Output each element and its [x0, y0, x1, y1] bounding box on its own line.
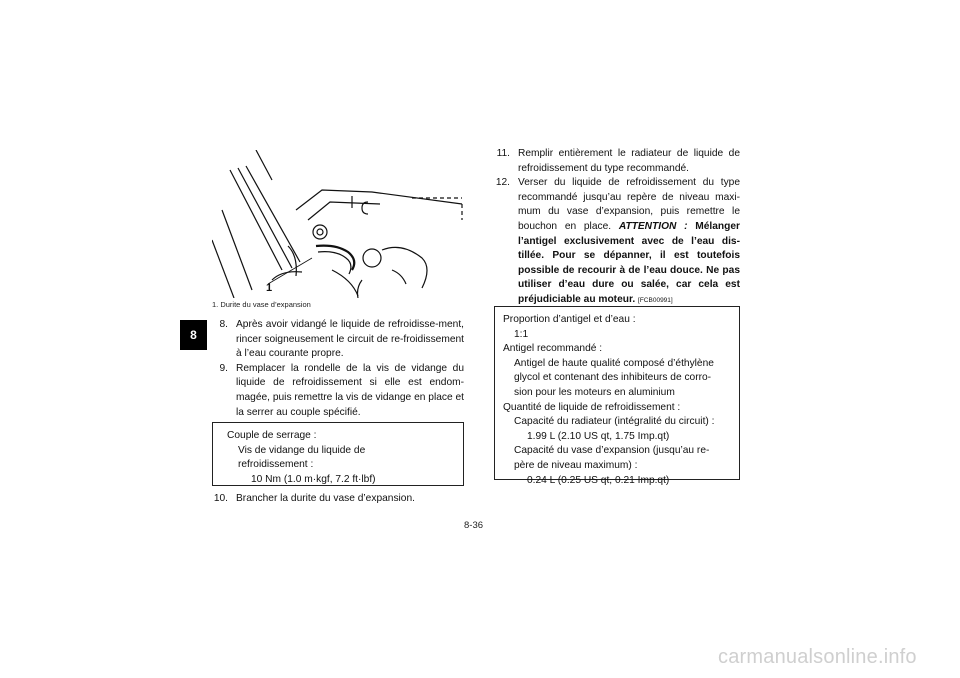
step-number: 9.: [219, 362, 228, 374]
watermark: carmanualsonline.info: [718, 646, 917, 668]
step-number: 8.: [219, 319, 228, 330]
chapter-tab: 8: [180, 320, 207, 350]
coolant-spec-box: [494, 306, 740, 486]
step-8: [212, 318, 464, 362]
torque-title: Couple de serrage :: [227, 430, 317, 441]
step-11: [494, 147, 740, 176]
reservoir-capacity-label: Capacité du vase d’expansion (jusqu’au re-père de niveau maximum) :: [514, 445, 710, 471]
step-text: Brancher la durite du vase d’expansion.: [236, 493, 415, 504]
step-text: Verser du liquide de refroidissement du type recommandé jusqu’au repère de niveau maxi-mum du vase d’expansion, puis remettre le bouchon en place.: [518, 177, 740, 232]
step-9: [212, 362, 464, 420]
torque-item: Vis de vidange du liquide de refroidissement :: [238, 444, 366, 471]
ratio-label: Proportion d’antigel et d’eau :: [503, 314, 636, 325]
ratio-value: 1:1: [514, 328, 529, 340]
step-text: Après avoir vidangé le liquide de refroidisse-ment, rincer soigneusement le circuit de re-froidissement à l’eau courante propre.: [236, 319, 464, 360]
right-steps: [494, 147, 740, 309]
step-10: [212, 492, 464, 507]
reservoir-capacity-value: 0.24 L (0.25 US qt, 0.21 Imp.qt): [527, 474, 670, 486]
torque-value: 10 Nm (1.0 m·kgf, 7.2 ft·lbf): [251, 473, 376, 485]
step-text: Remplacer la rondelle de la vis de vidange du liquide de refroidissement si elle est endom-magée, puis remettre la vis de vidange en place et la serrer au couple spécifié.: [236, 362, 464, 418]
radiator-capacity-label: Capacité du radiateur (intégralité du circuit) :: [514, 416, 715, 428]
torque-spec-box: [212, 422, 464, 486]
engine-line-drawing: [212, 150, 464, 298]
antifreeze-value: Antigel de haute qualité composé d’éthylène glycol et contenant des inhibiteurs de corro-sion pour les moteurs en aluminium: [514, 357, 714, 398]
attention-text: Mélanger l’antigel exclusivement avec de l’eau dis-tillée. Pour se dépanner, il est toutefois possible de recourir à de l’eau douce. Ne pas utiliser d’eau dure ou salée, car cela est préjudiciable au moteur.: [518, 220, 740, 305]
left-steps: [212, 318, 464, 420]
coolant-hose-illustration: [212, 150, 464, 298]
step-number: 11.: [496, 148, 510, 159]
antifreeze-label: Antigel recommandé :: [503, 343, 603, 355]
attention-label: ATTENTION :: [618, 220, 688, 232]
step-number: 10.: [213, 493, 228, 504]
step-number: 12.: [495, 177, 510, 189]
reference-code: [FCB00991]: [638, 296, 673, 304]
step-12: [494, 176, 740, 308]
callout-number: 1: [266, 282, 273, 294]
step-text-with-attention: [518, 176, 740, 308]
page-number: 8-36: [464, 520, 484, 531]
quantity-label: Quantité de liquide de refroidissement :: [503, 401, 681, 413]
radiator-capacity-value: 1.99 L (2.10 US qt, 1.75 Imp.qt): [527, 430, 670, 442]
figure-caption: 1. Durite du vase d’expansion: [212, 300, 311, 309]
step-text: Remplir entièrement le radiateur de liquide de refroidissement du type recommandé.: [518, 148, 740, 174]
